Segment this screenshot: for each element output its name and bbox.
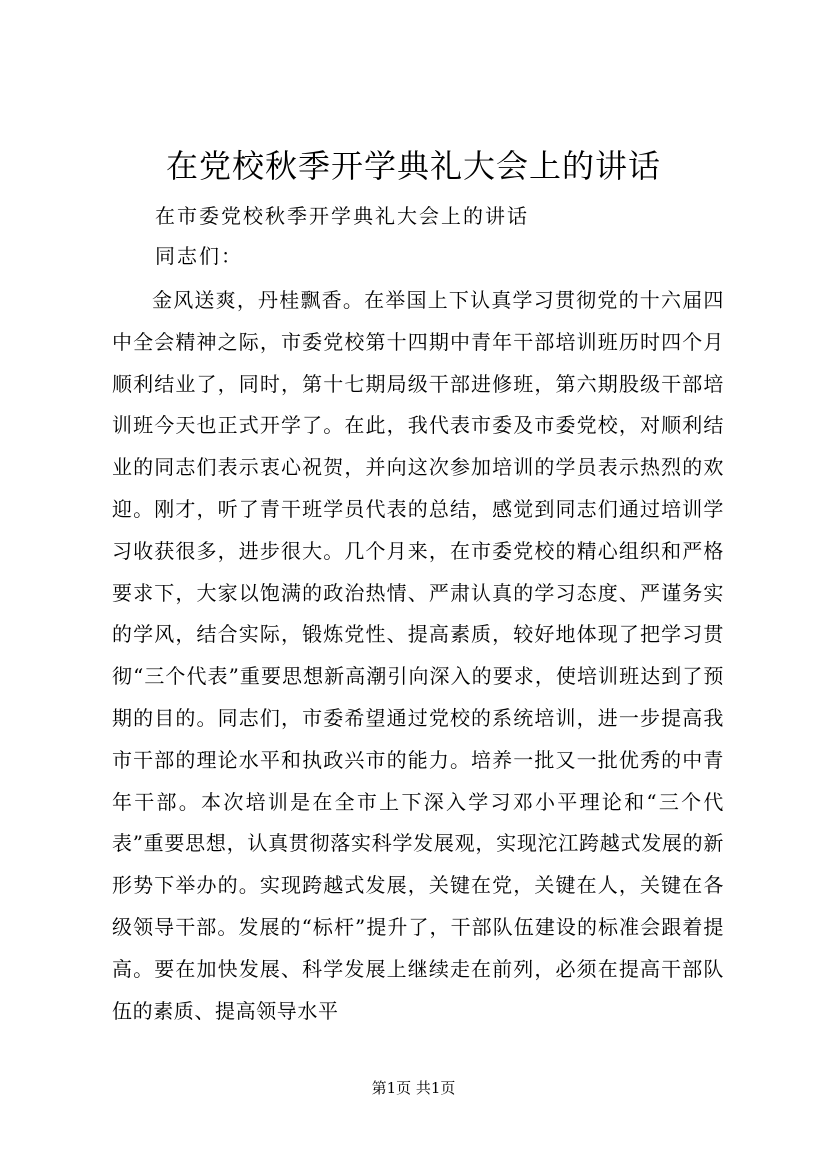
body-paragraph: 金风送爽，丹桂飘香。在举国上下认真学习贯彻党的十六届四中全会精神之际，市委党校第十四期中青年干部培训班历时四个月顺利结业了，同时，第十七期局级干部进修班，第六期股级干部培训班今天也正式开学了。在此，我代表市委及市委党校，对顺利结业的同志们表示衷心祝贺，并向这次参加培训的学员表示热烈的欢迎。刚才，听了青干班学员代表的总结，感觉到同志们通过培训学习收获很多，进步很大。几个月来，在市委党校的精心组织和严格要求下，大家以饱满的政治热情、严肃认真的学习态度、严谨务实的学风，结合实际，锻炼党性、提高素质，较好地体现了把学习贯彻“三个代表”重要思想新高潮引向深入的要求，使培训班达到了预期的目的。同志们，市委希望通过党校的系统培训，进一步提高我市干部的理论水平和执政兴市的能力。培养一批又一批优秀的中青年干部。本次培训是在全市上下深入学习邓小平理论和“三个代表”重要思想，认真贯彻落实科学发展观，实现沱江跨越式发展的新形势下举办的。实现跨越式发展，关键在党，关键在人，关键在各级领导干部。发展的“标杆”提升了，干部队伍建设的标准会跟着提高。要在加快发展、科学发展上继续走在前列，必须在提高干部队伍的素质、提高领导水平 [112,288,724,1023]
document-subtitle: 在市委党校秋季开学典礼大会上的讲话 [155,204,529,228]
salutation: 同志们： [155,244,243,268]
document-title: 在党校秋季开学典礼大会上的讲话 [165,147,661,185]
page-number-footer: 第1页 共1页 [371,1079,456,1097]
